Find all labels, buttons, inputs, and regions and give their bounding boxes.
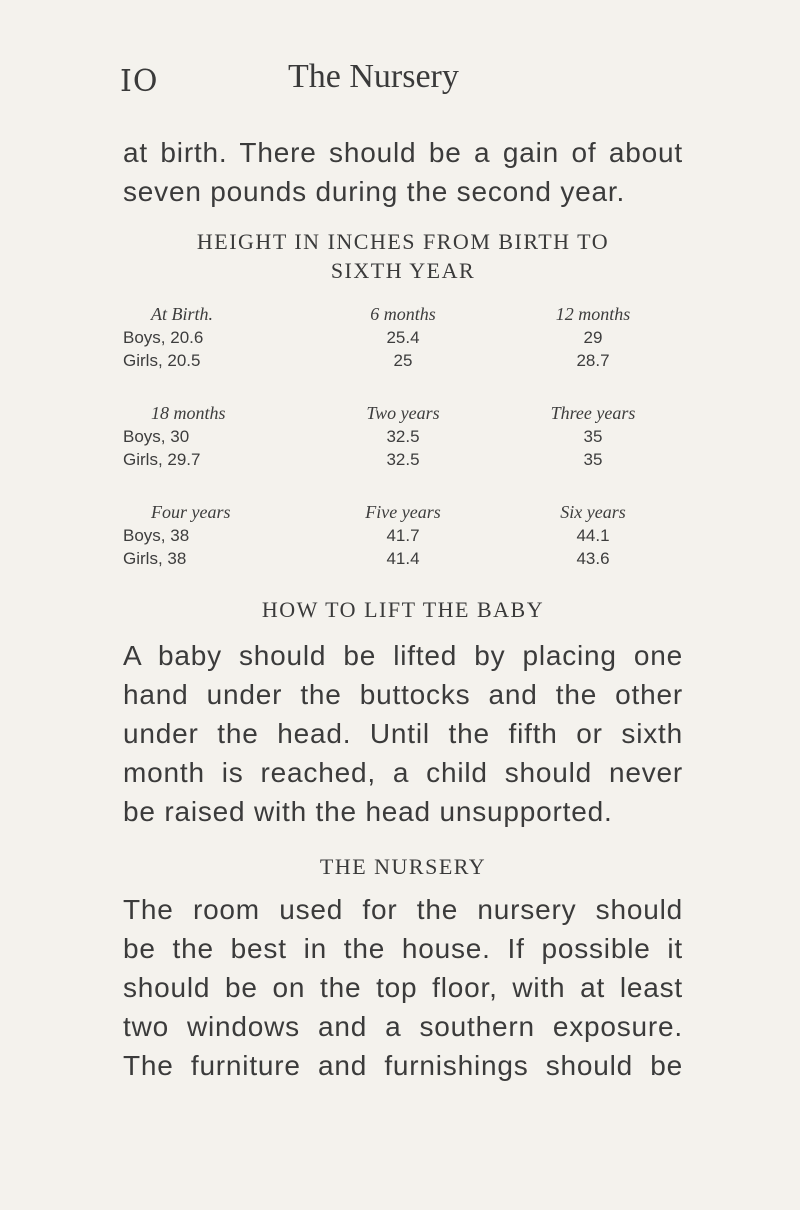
column-header: 18 months [151, 403, 226, 423]
column-header: Five years [365, 502, 441, 522]
paragraph-line: The room used for the nursery should [123, 894, 683, 925]
paragraph-line: A baby should be lifted by placing one [123, 640, 683, 671]
table-cell: Boys, 20.6 [123, 328, 204, 347]
table-column [303, 303, 503, 372]
lift-baby-paragraph [123, 636, 683, 831]
table-cell: 41.4 [386, 549, 420, 568]
table-cell: Girls, 20.5 [123, 351, 201, 370]
table-column [503, 402, 683, 471]
table-cell: 32.5 [386, 427, 420, 446]
page-number: IO [120, 64, 159, 99]
table-cell: 25.4 [386, 328, 420, 347]
table-column [303, 501, 503, 570]
running-head [120, 58, 680, 108]
table-cell: 35 [583, 427, 603, 446]
column-header: 12 months [555, 304, 631, 324]
column-header: At Birth. [151, 304, 213, 324]
table-cell: 43.6 [576, 549, 610, 568]
table-cell: Boys, 38 [123, 526, 190, 545]
table-cell: 29 [583, 328, 603, 347]
table-column [503, 501, 683, 570]
table-column [123, 402, 303, 471]
paragraph-line: The furniture and furnishings should be [123, 1050, 683, 1081]
column-header: Four years [151, 502, 231, 522]
table-cell: Boys, 30 [123, 427, 190, 446]
table-cell: 28.7 [576, 351, 610, 370]
column-header: Three years [550, 403, 636, 423]
section-heading-nursery: THE NURSERY [319, 854, 487, 879]
intro-line: seven pounds during the second year. [123, 176, 626, 207]
column-header: Six years [560, 502, 626, 522]
table-cell: Girls, 29.7 [123, 450, 201, 469]
paragraph-line: two windows and a southern exposure. [123, 1011, 683, 1042]
table-cell: 32.5 [386, 450, 420, 469]
column-header: Two years [366, 403, 440, 423]
table-column [123, 501, 303, 570]
intro-paragraph [123, 133, 683, 211]
paragraph-line: month is reached, a child should never [123, 757, 683, 788]
table-cell: 25 [393, 351, 413, 370]
nursery-paragraph [123, 890, 683, 1085]
table-cell: 44.1 [576, 526, 610, 545]
intro-line: at birth. There should be a gain of about [123, 137, 683, 168]
table-column [303, 402, 503, 471]
paragraph-line: hand under the buttocks and the other [123, 679, 683, 710]
table-cell: 35 [583, 450, 603, 469]
column-header: 6 months [370, 304, 436, 324]
table-cell: 41.7 [386, 526, 420, 545]
table-title-line1: HEIGHT IN INCHES FROM BIRTH TO [196, 229, 610, 254]
table-cell: Girls, 38 [123, 549, 187, 568]
running-title: The Nursery [288, 58, 459, 95]
paragraph-line: should be on the top floor, with at least [123, 972, 683, 1003]
paragraph-line: be the best in the house. If possible it [123, 933, 683, 964]
table-title-line2: SIXTH YEAR [330, 258, 476, 283]
paragraph-line: under the head. Until the fifth or sixth [123, 718, 683, 749]
paragraph-line: be raised with the head unsupported. [123, 796, 613, 827]
table-column [503, 303, 683, 372]
table-column [123, 303, 303, 372]
section-heading-lift-baby: HOW TO LIFT THE BABY [261, 597, 545, 622]
